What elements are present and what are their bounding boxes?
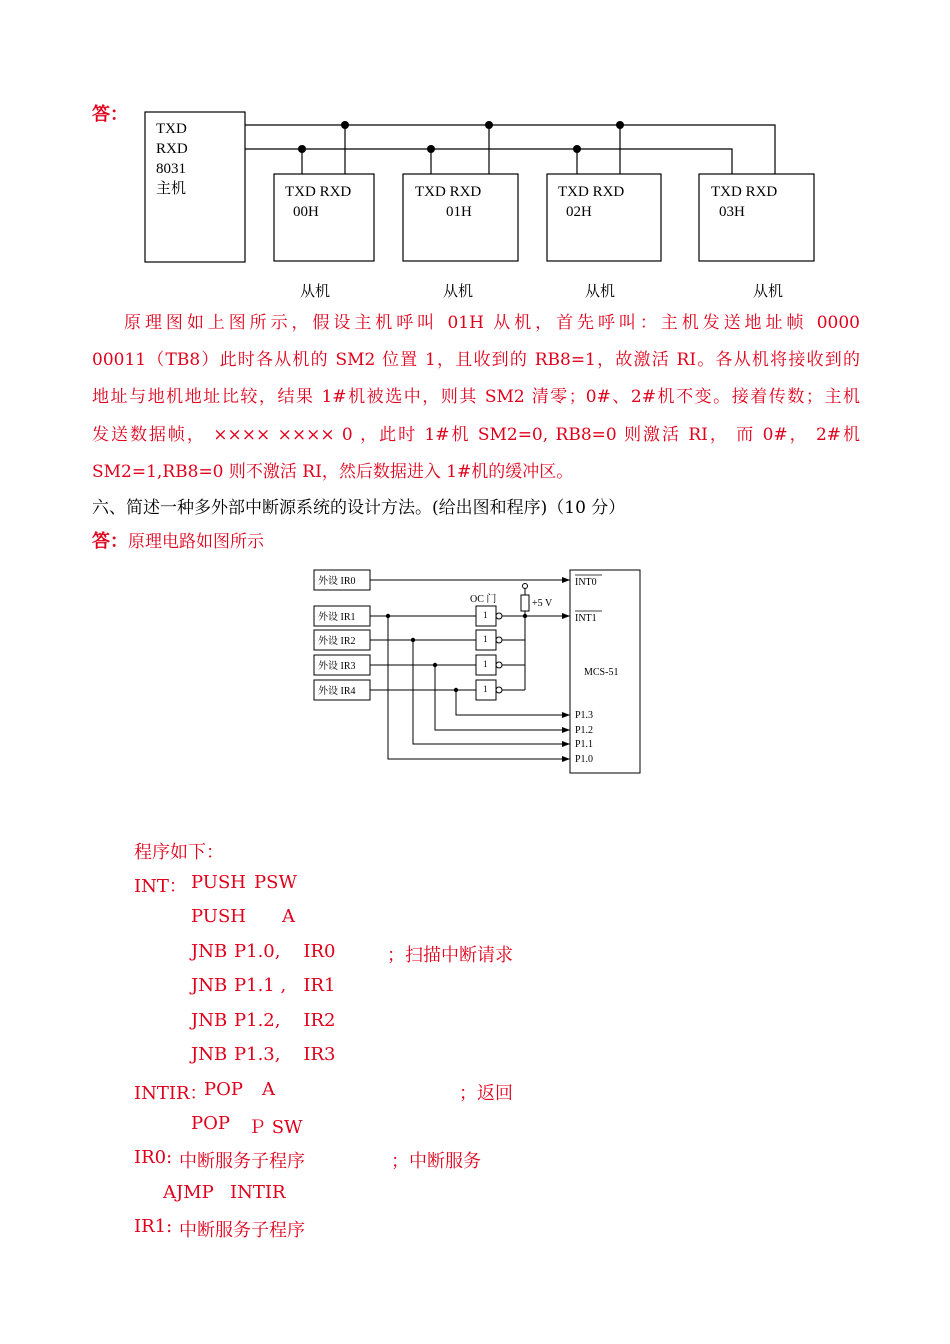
code-arg: PSW bbox=[254, 872, 297, 893]
slave-caption: 从机 bbox=[585, 284, 616, 300]
code-arg: P1.0, IR0 bbox=[234, 941, 336, 962]
code-arg: P1.2, IR2 bbox=[234, 1010, 336, 1031]
code-op: JNB bbox=[191, 975, 228, 996]
interrupt-circuit bbox=[0, 560, 950, 780]
slave-caption: 从机 bbox=[443, 284, 474, 300]
code-arg: INTIR bbox=[230, 1182, 286, 1203]
code-op: POP bbox=[204, 1079, 243, 1100]
code-op: PUSH bbox=[191, 906, 246, 927]
slave-addr: 01H bbox=[446, 204, 472, 220]
junction-dots bbox=[298, 121, 624, 153]
answer-2 bbox=[92, 527, 264, 553]
answer-2-label: 答： bbox=[92, 531, 128, 552]
code-comment: ；中断服务 bbox=[391, 1151, 481, 1172]
pin-p11: P1.1 bbox=[575, 739, 594, 750]
device-label-ir0: 外设 IR0 bbox=[318, 576, 356, 587]
code-label: INT： bbox=[134, 876, 187, 897]
code-comment: ；扫描中断请求 bbox=[387, 945, 513, 966]
code-op: 中断服务子程序 bbox=[179, 1220, 305, 1241]
pin-int1: INT1 bbox=[575, 613, 597, 624]
code-op: 中断服务子程序 bbox=[179, 1151, 305, 1172]
device-label-ir2: 外设 IR2 bbox=[318, 636, 356, 647]
explanation-line: SM2=1,RB8=0 则不激活 RI，然后数据进入 1#机的缓冲区。 bbox=[92, 462, 574, 482]
explanation-line: 00011（TB8）此时各从机的 SM2 位置 1，且收到的 RB8=1，故激活 RI。各从机将接收到的 bbox=[92, 350, 860, 370]
device-label-ir3: 外设 IR3 bbox=[318, 661, 356, 672]
gate-symbol: 1 bbox=[483, 634, 488, 644]
mcu-label: MCS-51 bbox=[584, 667, 619, 678]
gate-symbol: 1 bbox=[483, 610, 488, 620]
device-label-ir1: 外设 IR1 bbox=[318, 612, 356, 623]
pin-p13: P1.3 bbox=[575, 710, 594, 721]
code-arg: Ｐ SW bbox=[248, 1117, 303, 1138]
code-label: IR0: bbox=[134, 1147, 173, 1168]
explanation-line: 原理图如上图所示，假设主机呼叫 01H 从机，首先呼叫：主机发送地址帧 0000 bbox=[124, 313, 860, 333]
code-op: PUSH bbox=[191, 872, 246, 893]
code-label: INTIR： bbox=[134, 1083, 208, 1104]
vcc-label: +5 V bbox=[532, 598, 553, 609]
code-label: IR1: bbox=[134, 1216, 173, 1237]
slave-caption: 从机 bbox=[300, 284, 331, 300]
pin-p10: P1.0 bbox=[575, 754, 594, 765]
code-op: JNB bbox=[191, 1044, 228, 1065]
master-model: 8031 bbox=[156, 161, 186, 177]
code-arg: P1.1 , IR1 bbox=[234, 975, 336, 996]
gate-symbol: 1 bbox=[483, 659, 488, 669]
question-6: 六、简述一种多外部中断源系统的设计方法。(给出图和程序)（10 分） bbox=[92, 498, 626, 518]
slave-addr: 02H bbox=[566, 204, 592, 220]
code-op: POP bbox=[191, 1113, 230, 1134]
answer-2-text: 原理电路如图所示 bbox=[128, 532, 264, 552]
slave-addr: 00H bbox=[293, 204, 319, 220]
multi-machine-diagram bbox=[0, 100, 950, 310]
pin-p12: P1.2 bbox=[575, 725, 594, 736]
master-label: 主机 bbox=[156, 181, 187, 197]
slave-addr: 03H bbox=[719, 204, 745, 220]
explanation-line: 发送数据帧， ×××× ×××× 0 ，此时 1#机 SM2=0, RB8=0 则激活 RI， 而 0#， 2#机 bbox=[92, 425, 860, 445]
program-title: 程序如下： bbox=[134, 842, 224, 863]
slave-pins: TXD RXD bbox=[415, 184, 482, 200]
slave-pins: TXD RXD bbox=[711, 184, 778, 200]
gate-symbol: 1 bbox=[483, 684, 488, 694]
oc-gate-label: OC 门 bbox=[470, 594, 497, 605]
device-label-ir4: 外设 IR4 bbox=[318, 686, 356, 697]
code-comment: ；返回 bbox=[459, 1083, 513, 1104]
answer-label: 答： bbox=[92, 104, 128, 125]
code-op: JNB bbox=[191, 1010, 228, 1031]
slave-pins: TXD RXD bbox=[558, 184, 625, 200]
code-op: AJMP bbox=[163, 1182, 214, 1203]
pin-int0: INT0 bbox=[575, 577, 597, 588]
explanation-line: 地址与地机地址比较，结果 1#机被选中，则其 SM2 清零；0#、2#机不变。接着传数；主机 bbox=[92, 387, 860, 407]
code-op: JNB bbox=[191, 941, 228, 962]
code-arg: A bbox=[262, 1079, 275, 1100]
code-arg: P1.3, IR3 bbox=[234, 1044, 336, 1065]
slave-pins: TXD RXD bbox=[285, 184, 352, 200]
master-rxd: RXD bbox=[156, 141, 188, 157]
code-arg: A bbox=[282, 906, 295, 927]
slave-caption: 从机 bbox=[753, 284, 784, 300]
master-txd: TXD bbox=[156, 121, 187, 137]
